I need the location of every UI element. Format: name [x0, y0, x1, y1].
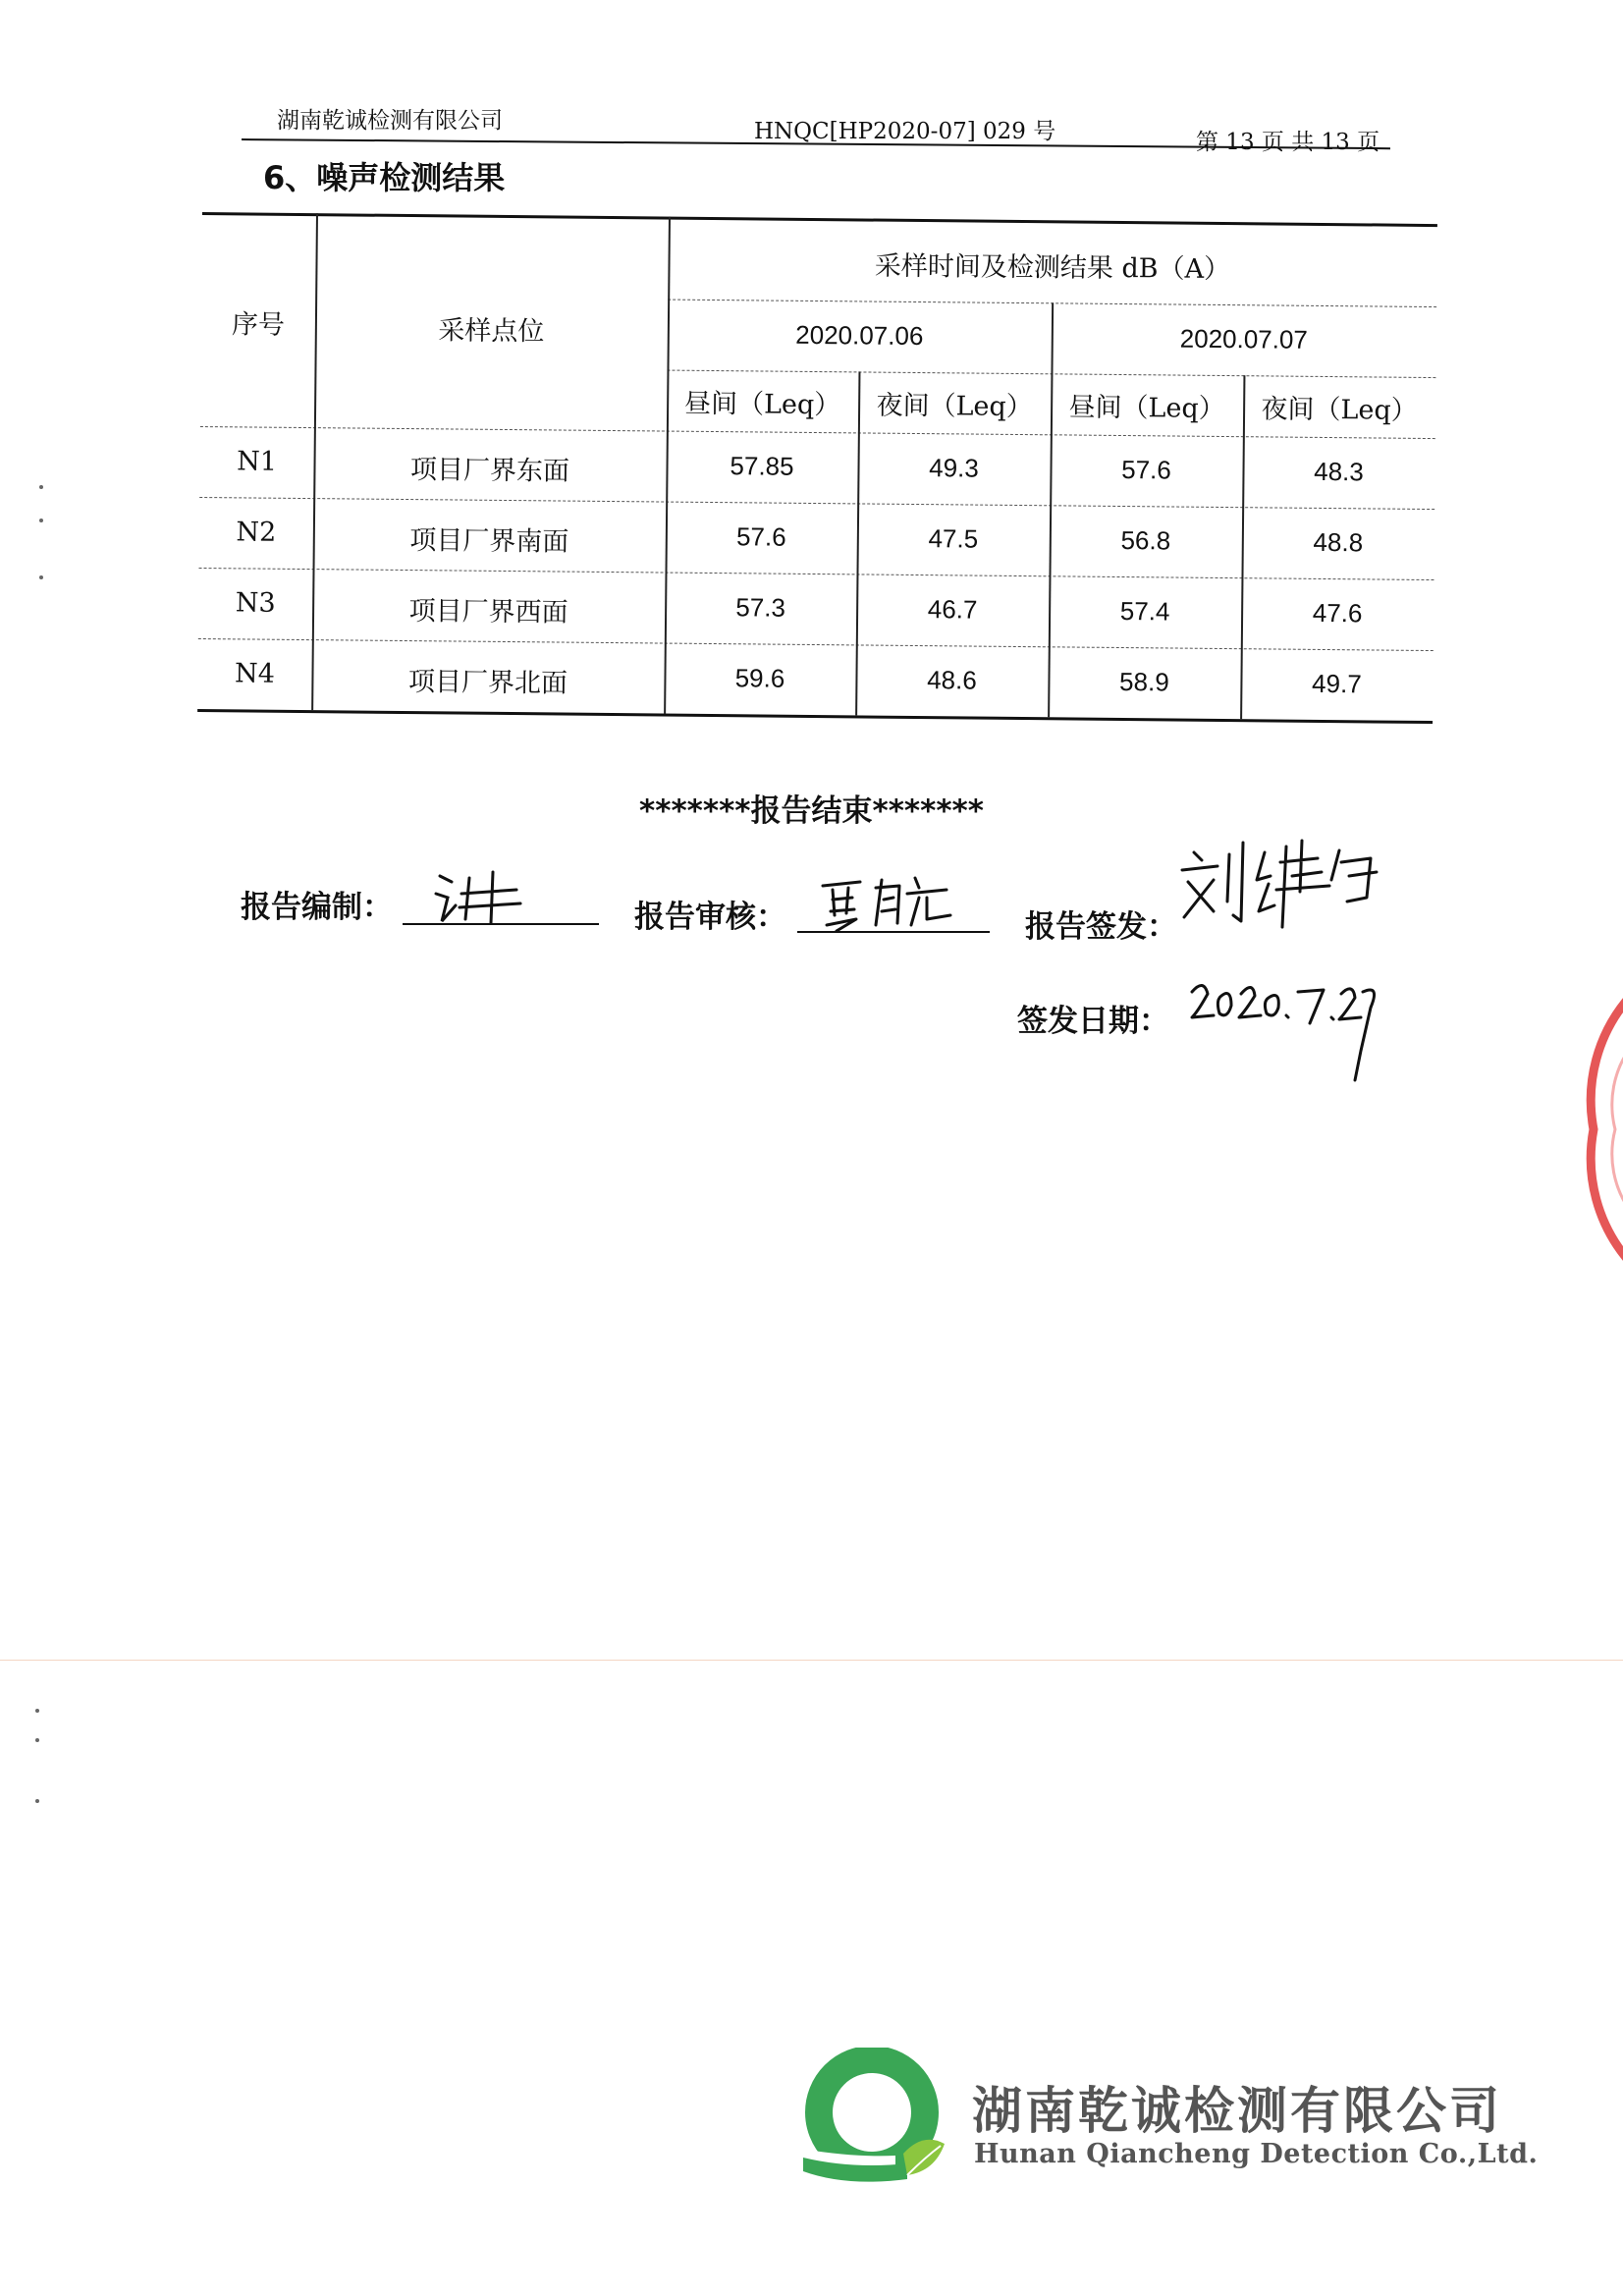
sub-header-night: 夜间（Leq） [1261, 394, 1418, 426]
row-id: N2 [236, 517, 277, 548]
table-cell: 58.9 [1118, 666, 1169, 697]
table-cell: 47.6 [1312, 597, 1363, 629]
issue-date-label: 签发日期： [1017, 1004, 1169, 1039]
col-header-group: 采样时间及检测结果 dB（A） [874, 250, 1231, 286]
table-top-border [202, 212, 1437, 227]
scan-mark [39, 519, 43, 522]
scan-mark [35, 1738, 39, 1742]
table-cell: 56.8 [1120, 524, 1171, 556]
scan-mark [39, 485, 43, 489]
review-handwritten-signature [813, 868, 970, 937]
section-title: 6、噪声检测结果 [263, 159, 506, 196]
table-cell: 47.5 [928, 523, 979, 554]
issue-label: 报告签发： [1025, 909, 1177, 945]
sub-header-day: 昼间（Leq） [683, 388, 841, 421]
scan-mark [35, 1709, 39, 1713]
row-location: 项目厂界南面 [409, 525, 569, 558]
table-cell: 59.6 [734, 663, 785, 693]
scan-mark [39, 575, 43, 579]
table-rule [199, 497, 1434, 510]
table-cell: 57.6 [735, 521, 786, 552]
table-cell: 48.6 [927, 665, 977, 695]
page-info: 第 13 页 共 13 页 [1196, 130, 1380, 155]
compile-label: 报告编制： [241, 890, 393, 925]
table-cell: 46.7 [927, 594, 978, 625]
company-logo-name-cn: 湖南乾诚检测有限公司 [972, 2082, 1503, 2141]
row-location: 项目厂界东面 [409, 455, 570, 487]
date-header: 2020.07.06 [795, 319, 924, 352]
issue-date-handwritten [1188, 972, 1384, 1090]
table-col-divider [1048, 302, 1054, 717]
noise-results-table [197, 212, 1437, 749]
table-cell: 48.8 [1313, 526, 1364, 558]
scan-mark [35, 1799, 39, 1803]
table-cell: 57.6 [1121, 454, 1171, 485]
col-header-location: 采样点位 [438, 315, 545, 348]
table-rule [198, 638, 1434, 651]
table-rule [200, 426, 1435, 439]
table-cell: 57.4 [1119, 595, 1170, 627]
sub-header-night: 夜间（Leq） [876, 390, 1033, 423]
row-location: 项目厂界西面 [408, 596, 568, 629]
row-id: N4 [234, 658, 276, 689]
row-id: N1 [237, 446, 278, 477]
table-cell: 49.3 [929, 453, 979, 483]
scan-fold-line [0, 1660, 1623, 1661]
table-rule [199, 568, 1434, 580]
compile-handwritten-signature [422, 854, 530, 933]
table-cell: 49.7 [1311, 668, 1362, 699]
row-id: N3 [235, 587, 276, 619]
company-name-header: 湖南乾诚检测有限公司 [277, 108, 503, 134]
sub-header-day: 昼间（Leq） [1068, 392, 1225, 425]
table-cell: 48.3 [1314, 456, 1364, 487]
table-bottom-border [197, 709, 1433, 724]
company-seal-stamp [1572, 992, 1623, 1267]
report-end-marker: *******报告结束******* [639, 793, 984, 829]
issue-handwritten-signature [1174, 833, 1390, 960]
company-logo-icon [797, 2048, 954, 2195]
row-location: 项目厂界北面 [407, 667, 568, 699]
review-label: 报告审核： [634, 900, 786, 935]
date-header: 2020.07.07 [1179, 323, 1309, 355]
table-cell: 57.85 [730, 451, 794, 481]
company-logo-name-en: Hunan Qiancheng Detection Co.,Ltd. [974, 2139, 1539, 2169]
col-header-index: 序号 [231, 309, 286, 341]
table-cell: 57.3 [735, 592, 786, 623]
report-number: HNQC[HP2020-07] 029 号 [754, 119, 1056, 144]
